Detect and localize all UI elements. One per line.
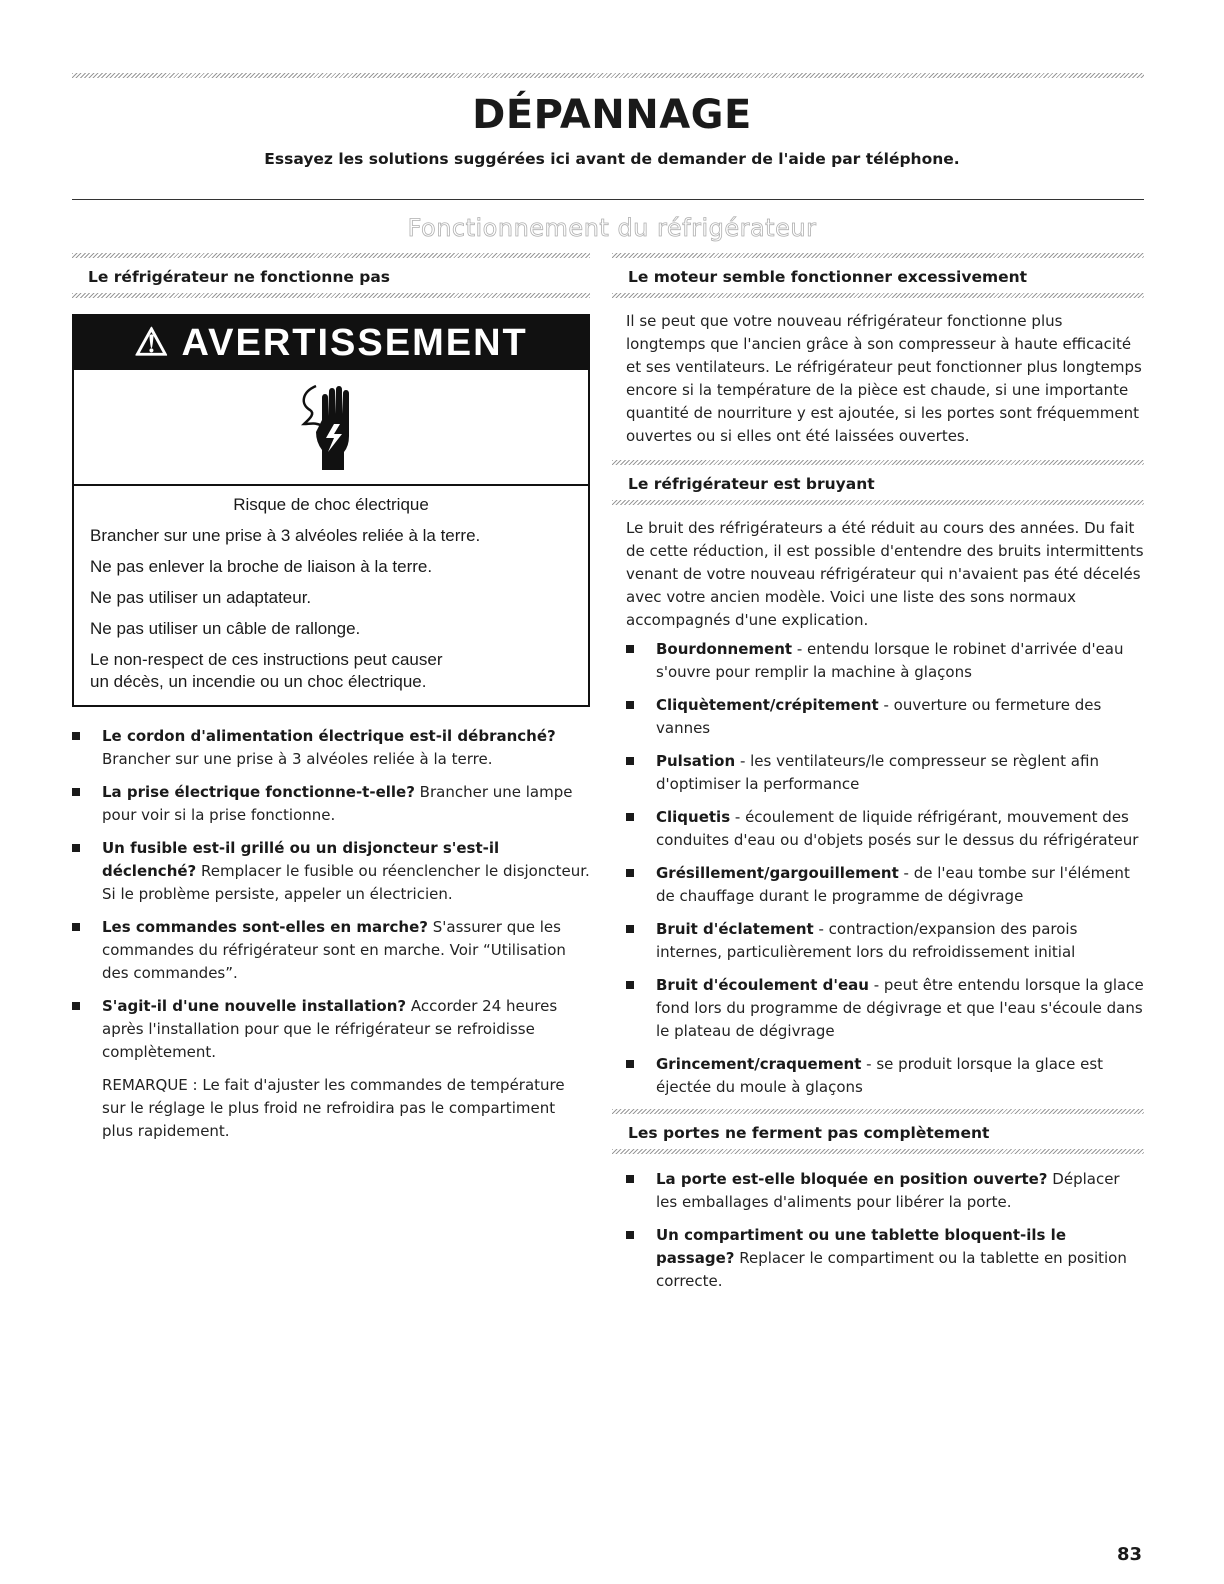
list-item [72, 837, 590, 906]
item-text: Brancher sur une prise à 3 alvéoles reliée à la terre. [102, 750, 493, 768]
warning-risk: Risque de choc électrique [233, 495, 429, 514]
bullet-square-icon [626, 701, 634, 709]
not-working-list [72, 725, 590, 1064]
item-lead: Bourdonnement [656, 640, 793, 658]
subhead-rule-bottom [612, 293, 1144, 298]
noise-list [626, 638, 1144, 1099]
item-lead: La porte est-elle bloquée en position ouverte? [656, 1170, 1048, 1188]
bullet-square-icon [626, 1175, 634, 1183]
bullet-square-icon [626, 1060, 634, 1068]
warning-body [74, 486, 588, 705]
item-text: - contraction/expansion des parois internes, particulièrement lors du refroidissement initial [656, 920, 1078, 961]
warning-consequence-line-1: Le non-respect de ces instructions peut causer [90, 650, 443, 669]
bullet-square-icon [626, 981, 634, 989]
warning-title: AVERTISSEMENT [181, 322, 528, 364]
bullet-square-icon [72, 923, 80, 931]
bullet-square-icon [72, 788, 80, 796]
list-item [626, 1168, 1144, 1214]
item-lead: S'agit-il d'une nouvelle installation? [102, 997, 407, 1015]
item-lead: Un compartiment ou une tablette bloquent-ils le passage? [656, 1226, 1066, 1267]
electrical-shock-hand-icon [296, 380, 366, 475]
header-divider [72, 199, 1144, 200]
page-number: 83 [1116, 1544, 1142, 1565]
motor-text: Il se peut que votre nouveau réfrigérateur fonctionne plus longtemps que l'ancien grâce à son compresseur à haute efficacité et ses ventilateurs. Le réfrigérateur peut fonctionner plus longtemps encore si la température de la pièce est chaude, si une importante quantité de nourriture y est ajoutée, si les portes sont fréquemment ouvertes ou si elles ont été laissées ouvertes. [626, 312, 1142, 445]
subhead-rule-bottom [72, 293, 590, 298]
list-item [626, 918, 1144, 964]
bullet-square-icon [626, 813, 634, 821]
item-text: Accorder 24 heures après l'installation pour que le réfrigérateur se refroidisse complètement. [102, 997, 558, 1061]
list-item [626, 806, 1144, 852]
list-item [72, 725, 590, 771]
item-lead: Bruit d'éclatement [656, 920, 814, 938]
warning-header [74, 316, 588, 370]
list-item [626, 974, 1144, 1043]
left-column [72, 253, 590, 1143]
right-column [612, 253, 1144, 1303]
warning-consequence [90, 649, 588, 693]
list-item [72, 916, 590, 985]
item-lead: Bruit d'écoulement d'eau [656, 976, 869, 994]
warning-triangle-icon: ⚠ [134, 322, 171, 364]
top-hatched-rule [72, 73, 1144, 78]
note-text: Le fait d'ajuster les commandes de température sur le réglage le plus froid ne refroidira pas le compartiment plus rapidement. [102, 1076, 565, 1140]
item-text: Replacer le compartiment ou la tablette en position correcte. [656, 1249, 1127, 1290]
warning-line: Ne pas enlever la broche de liaison à la terre. [90, 557, 433, 576]
item-text: - de l'eau tombe sur l'élément de chauffage durant le programme de dégivrage [656, 864, 1130, 905]
subhead-rule-bottom [612, 1149, 1144, 1154]
bullet-square-icon [72, 1002, 80, 1010]
subhead-motor: Le moteur semble fonctionner excessivement [628, 268, 1028, 286]
item-lead: Cliquetis [656, 808, 731, 826]
item-lead: La prise électrique fonctionne-t-elle? [102, 783, 415, 801]
warning-line: Ne pas utiliser un adaptateur. [90, 588, 312, 607]
list-item [626, 1224, 1144, 1293]
item-text: - écoulement de liquide réfrigérant, mouvement des conduites d'eau ou d'objets posés sur le dessus du réfrigérateur [656, 808, 1139, 849]
bullet-square-icon [626, 645, 634, 653]
list-item [626, 638, 1144, 684]
item-lead: Pulsation [656, 752, 736, 770]
list-item [626, 750, 1144, 796]
list-item [626, 862, 1144, 908]
item-text: - ouverture ou fermeture des vannes [656, 696, 1102, 737]
warning-pictogram-area [74, 370, 588, 486]
item-lead: Les commandes sont-elles en marche? [102, 918, 428, 936]
item-text: - peut être entendu lorsque la glace fond lors du programme de dégivrage et que l'eau s'écoule dans le plateau de dégivrage [656, 976, 1144, 1040]
subhead-doors: Les portes ne ferment pas complètement [628, 1124, 990, 1142]
item-lead: Grésillement/gargouillement [656, 864, 899, 882]
item-text: Déplacer les emballages d'aliments pour libérer la porte. [656, 1170, 1120, 1211]
page-title: DÉPANNAGE [472, 92, 752, 138]
list-item [72, 781, 590, 827]
bullet-square-icon [626, 925, 634, 933]
item-lead: Grincement/craquement [656, 1055, 862, 1073]
item-lead: Cliquètement/crépitement [656, 696, 879, 714]
bullet-square-icon [626, 869, 634, 877]
item-text: Brancher une lampe pour voir si la prise fonctionne. [102, 783, 573, 824]
item-text: - les ventilateurs/le compresseur se règlent afin d'optimiser la performance [656, 752, 1099, 793]
subhead-rule-bottom [612, 500, 1144, 505]
noise-text: Le bruit des réfrigérateurs a été réduit au cours des années. Du fait de cette réduction, il est possible d'entendre des bruits intermittents venant de votre nouveau réfrigérateur qui n'avaient pas été décelés avec votre ancien modèle. Voici une liste des sons normaux accompagnés d'une explication. [626, 519, 1144, 629]
warning-line: Brancher sur une prise à 3 alvéoles reliée à la terre. [90, 526, 481, 545]
bullet-square-icon [626, 757, 634, 765]
bullet-square-icon [72, 732, 80, 740]
page-subtitle: Essayez les solutions suggérées ici avant de demander de l'aide par téléphone. [264, 150, 960, 168]
item-lead: Le cordon d'alimentation électrique est-il débranché? [102, 727, 556, 745]
note-label: REMARQUE : [102, 1076, 198, 1094]
warning-consequence-line-2: un décès, un incendie ou un choc électrique. [90, 672, 427, 691]
item-text: - entendu lorsque le robinet d'arrivée d'eau s'ouvre pour remplir la machine à glaçons [656, 640, 1124, 681]
item-text: - se produit lorsque la glace est éjectée du moule à glaçons [656, 1055, 1104, 1096]
warning-box [72, 314, 590, 707]
note [102, 1074, 590, 1143]
item-text: S'assurer que les commandes du réfrigérateur sont en marche. Voir “Utilisation des commandes”. [102, 918, 566, 982]
item-lead: Un fusible est-il grillé ou un disjoncteur s'est-il déclenché? [102, 839, 500, 880]
section-title: Fonctionnement du réfrigérateur [407, 214, 817, 242]
doors-list [626, 1168, 1144, 1293]
warning-line: Ne pas utiliser un câble de rallonge. [90, 619, 361, 638]
subhead-noise: Le réfrigérateur est bruyant [628, 475, 875, 493]
bullet-square-icon [72, 844, 80, 852]
bullet-square-icon [626, 1231, 634, 1239]
list-item [626, 694, 1144, 740]
list-item [626, 1053, 1144, 1099]
list-item [72, 995, 590, 1064]
item-text: Remplacer le fusible ou réenclencher le disjoncteur. Si le problème persiste, appeler un électricien. [102, 862, 590, 903]
subhead-not-working: Le réfrigérateur ne fonctionne pas [88, 268, 391, 286]
